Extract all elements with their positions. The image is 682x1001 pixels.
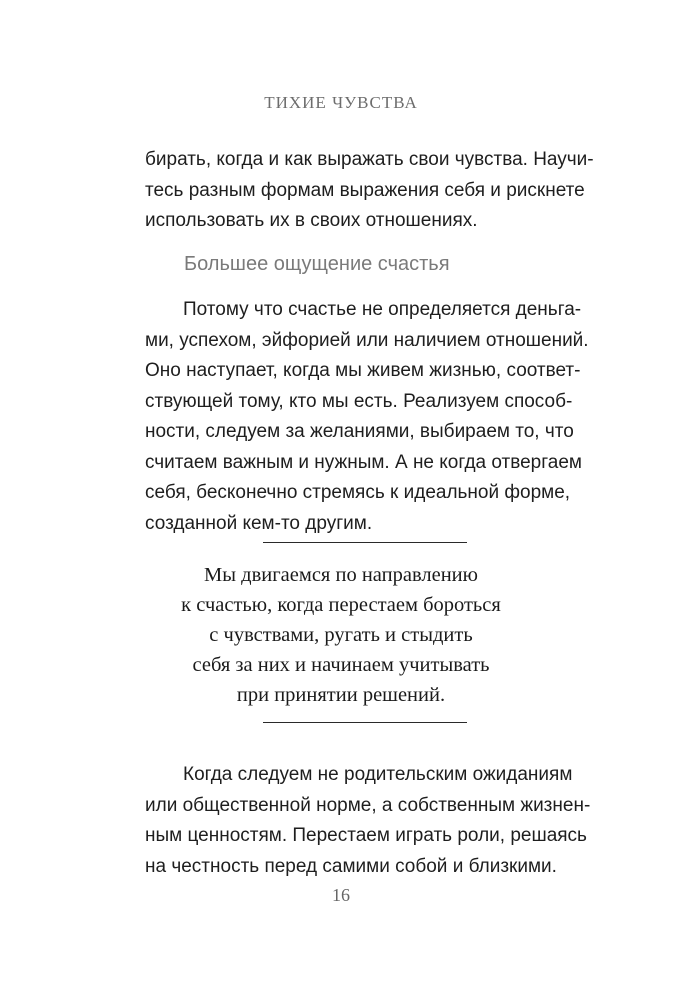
text-line: ми, успехом, эйфорией или наличием отношений. — [145, 329, 589, 351]
quote-line: Мы двигаемся по направлению — [204, 564, 478, 586]
page-number: 16 — [332, 885, 350, 905]
text-line: использовать их в своих отношениях. — [145, 210, 478, 231]
quote-rule-bottom — [263, 722, 467, 723]
text-line: себя, бесконечно стремясь к идеальной форме, — [145, 482, 571, 503]
text-line: бирать, когда и как выражать свои чувства. Научи- — [145, 149, 594, 170]
quote-rule-top — [263, 542, 467, 543]
text-line: созданной кем-то другим. — [145, 512, 373, 534]
text-line: ствующей тому, кто мы есть. Реализуем способ- — [145, 390, 573, 412]
text-line: Потому что счастье не определяется деньга- — [183, 299, 582, 320]
text-line: ности, следуем за желаниями, выбираем то, что — [145, 421, 574, 442]
text-line: на честность перед самими собой и близкими. — [145, 855, 557, 877]
paragraph-happiness — [145, 295, 589, 539]
text-line: или общественной норме, а собственным жизнен- — [145, 794, 591, 816]
text-line: Когда следуем не родительским ожиданиям — [183, 764, 573, 785]
quote-line: с чувствами, ругать и стыдить — [209, 624, 473, 646]
section-heading: Большее ощущение счастья — [184, 253, 450, 275]
text-line: Оно наступает, когда мы живем жизнью, соответ- — [145, 360, 581, 381]
text-line: ным ценностям. Перестаем играть роли, решаясь — [145, 825, 587, 846]
text-line: тесь разным формам выражения себя и рискнете — [145, 179, 585, 201]
quote-line: к счастью, когда перестаем бороться — [181, 594, 501, 616]
paragraph-values — [145, 760, 591, 882]
quote-line: при принятии решений. — [236, 684, 446, 706]
text-line: считаем важным и нужным. А не когда отвергаем — [145, 451, 582, 473]
pull-quote — [145, 560, 537, 710]
running-head: ТИХИЕ ЧУВСТВА — [264, 93, 418, 112]
paragraph-continuation — [145, 145, 594, 237]
quote-line: себя за них и начинаем учитывать — [192, 654, 490, 676]
